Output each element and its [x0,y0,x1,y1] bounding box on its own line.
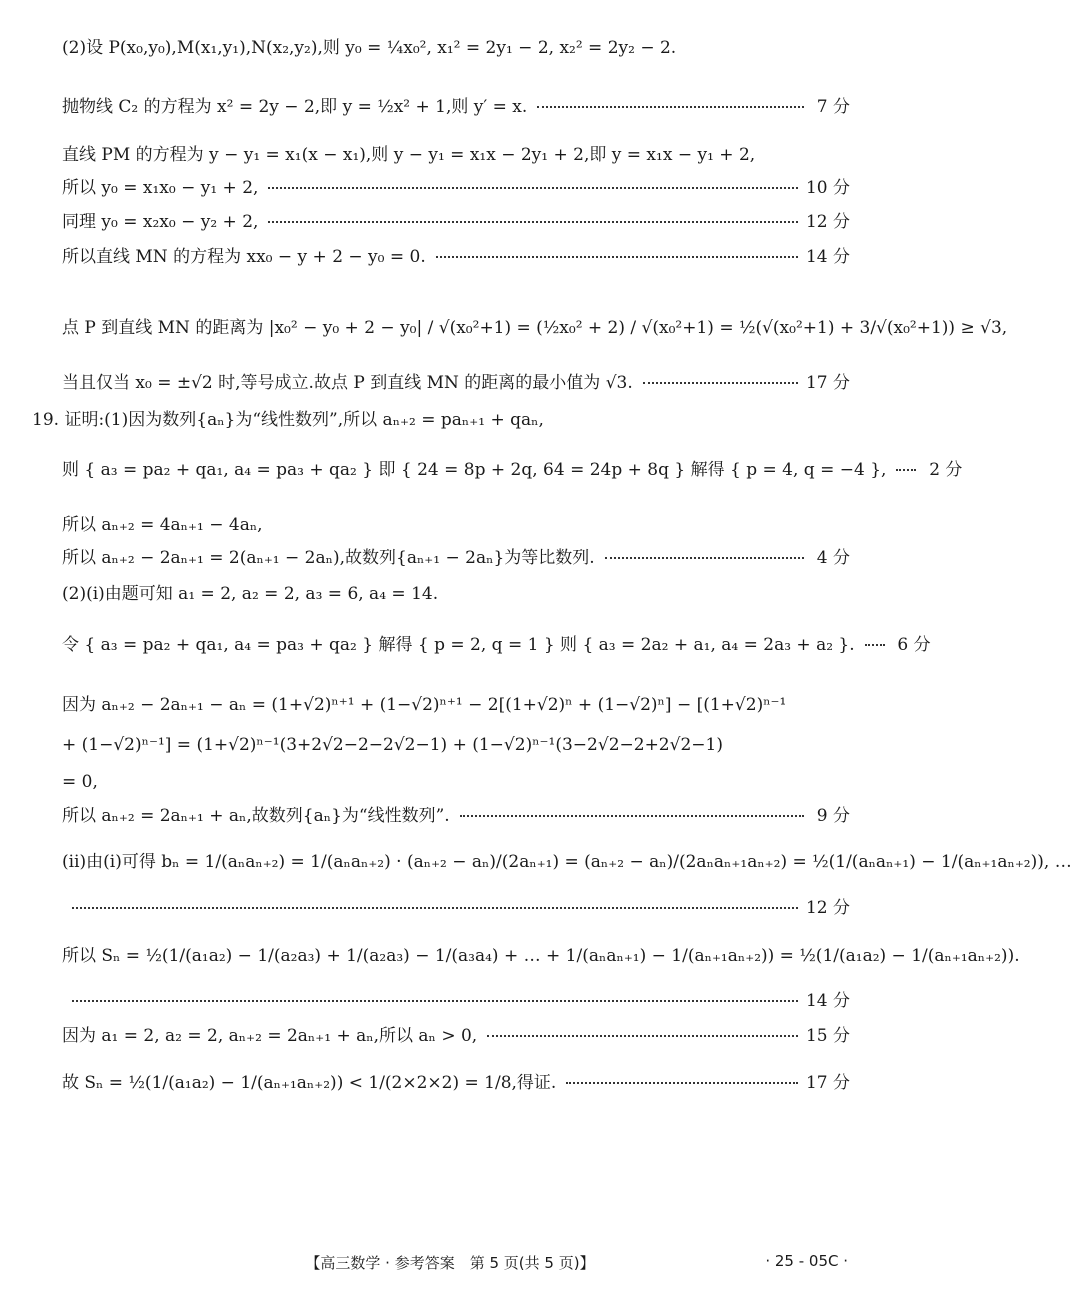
line-text: + (1−√2)ⁿ⁻¹] = (1+√2)ⁿ⁻¹(3+2√2−2−2√2−1) + (1−√2)ⁿ⁻¹(3−2√2−2+2√2−1) [62,735,723,755]
line-text: 因为 aₙ₊₂ − 2aₙ₊₁ − aₙ = (1+√2)ⁿ⁺¹ + (1−√2)ⁿ⁺¹ − 2[(1+√2)ⁿ + (1−√2)ⁿ] − [(1+√2)ⁿ⁻¹ [62,695,787,715]
leader-dots [487,1035,798,1037]
line-text: = 0, [62,772,98,792]
footer-title: 【高三数学 · 参考答案 第 5 页(共 5 页)】 [305,1254,595,1272]
leader-dots [566,1082,798,1084]
score-label: 15 分 [805,1026,850,1046]
line-text: 因为 a₁ = 2, a₂ = 2, aₙ₊₂ = 2aₙ₊₁ + aₙ,所以 aₙ > 0, [62,1026,478,1046]
solution-line [62,944,1020,968]
solution-line [62,804,850,828]
line-text: (ⅱ)由(ⅰ)可得 bₙ = 1/(aₙaₙ₊₂) = 1/(aₙaₙ₊₂) · (aₙ₊₂ − aₙ)/(2aₙ₊₁) = (aₙ₊₂ − aₙ)/(2aₙaₙ₊₁aₙ₊₂) = ½(1/(aₙaₙ₊₁) − 1/(aₙ₊₁aₙ₊₂)), … [62,852,1072,872]
line-text: 19. 证明:(1)因为数列{aₙ}为“线性数列”,所以 aₙ₊₂ = paₙ₊₁ + qaₙ, [32,410,544,430]
solution-line [62,633,931,657]
score-label: 17 分 [805,1073,850,1093]
score-label: 14 分 [805,991,850,1011]
line-text: 抛物线 C₂ 的方程为 x² = 2y − 2,即 y = ½x² + 1,则 y′ = x. [62,97,528,117]
score-label: 9 分 [816,806,850,826]
score-label: 7 分 [816,97,850,117]
leader-dots [537,106,804,108]
leader-dots [643,382,798,384]
leader-dots [436,256,798,258]
leader-dots [605,557,804,559]
score-label: 14 分 [805,247,850,267]
score-label: 4 分 [816,548,850,568]
score-label: 6 分 [897,635,931,655]
score-label: 10 分 [805,178,850,198]
score-label: 17 分 [805,373,850,393]
line-text: 点 P 到直线 MN 的距离为 |x₀² − y₀ + 2 − y₀| / √(x₀²+1) = (½x₀² + 2) / √(x₀²+1) = ½(√(x₀²+1) + 3/√(x₀²+1)) ≥ √3, [62,318,1008,338]
leader-dots [896,469,916,471]
solution-line [62,210,850,234]
line-text: 所以 y₀ = x₁x₀ − y₁ + 2, [62,178,259,198]
score-label: 2 分 [929,460,963,480]
solution-line [62,693,850,717]
solution-line [62,850,1072,874]
leader-dots [72,907,798,909]
score-label: 12 分 [805,212,850,232]
leader-dots [460,815,804,817]
solution-line [62,143,850,167]
solution-line [62,95,850,119]
solution-line [62,989,850,1013]
line-text: (2)(ⅰ)由题可知 a₁ = 2, a₂ = 2, a₃ = 6, a₄ = 14. [62,584,439,604]
line-text: 则 { a₃ = pa₂ + qa₁, a₄ = pa₃ + qa₂ } 即 { 24 = 8p + 2q, 64 = 24p + 8q } 解得 { p = 4, q = −4 }, [62,460,887,480]
line-text: 当且仅当 x₀ = ±√2 时,等号成立.故点 P 到直线 MN 的距离的最小值为 √3. [62,373,633,393]
solution-line [62,582,850,606]
solution-line [62,733,850,757]
line-text: (2)设 P(x₀,y₀),M(x₁,y₁),N(x₂,y₂),则 y₀ = ¼x₀², x₁² = 2y₁ − 2, x₂² = 2y₂ − 2. [62,38,677,58]
solution-line [62,1071,850,1095]
solution-line [62,770,850,794]
line-text: 令 { a₃ = pa₂ + qa₁, a₄ = pa₃ + qa₂ } 解得 { p = 2, q = 1 } 则 { a₃ = 2a₂ + a₁, a₄ = 2a₃ + a₂ }. [62,635,855,655]
solution-line [62,316,1008,340]
line-text: 所以 aₙ₊₂ − 2aₙ₊₁ = 2(aₙ₊₁ − 2aₙ),故数列{aₙ₊₁ − 2aₙ}为等比数列. [62,548,595,568]
leader-dots [268,187,798,189]
score-label: 12 分 [805,898,850,918]
footer-code: · 25 - 05C · [765,1252,848,1270]
leader-dots [72,1000,798,1002]
line-text: 所以直线 MN 的方程为 xx₀ − y + 2 − y₀ = 0. [62,247,426,267]
line-text: 同理 y₀ = x₂x₀ − y₂ + 2, [62,212,259,232]
solution-line [62,371,850,395]
line-text: 所以 Sₙ = ½(1/(a₁a₂) − 1/(a₂a₃) + 1/(a₂a₃) − 1/(a₃a₄) + … + 1/(aₙaₙ₊₁) − 1/(aₙ₊₁aₙ₊₂)) = ½(1/(a₁a₂) − 1/(aₙ₊₁aₙ₊₂)). [62,946,1020,966]
solution-line [62,245,850,269]
solution-line [62,896,850,920]
leader-dots [268,221,798,223]
leader-dots [865,644,885,646]
solution-line [62,546,850,570]
solution-line [62,176,850,200]
line-text: 所以 aₙ₊₂ = 4aₙ₊₁ − 4aₙ, [62,515,263,535]
solution-line [62,1024,850,1048]
solution-line [62,458,963,482]
solution-line [62,36,850,60]
solution-line [32,408,850,432]
solution-line [62,513,850,537]
line-text: 故 Sₙ = ½(1/(a₁a₂) − 1/(aₙ₊₁aₙ₊₂)) < 1/(2×2×2) = 1/8,得证. [62,1073,557,1093]
line-text: 所以 aₙ₊₂ = 2aₙ₊₁ + aₙ,故数列{aₙ}为“线性数列”. [62,806,450,826]
page-footer [0,1252,900,1276]
line-text: 直线 PM 的方程为 y − y₁ = x₁(x − x₁),则 y − y₁ = x₁x − 2y₁ + 2,即 y = x₁x − y₁ + 2, [62,145,756,165]
